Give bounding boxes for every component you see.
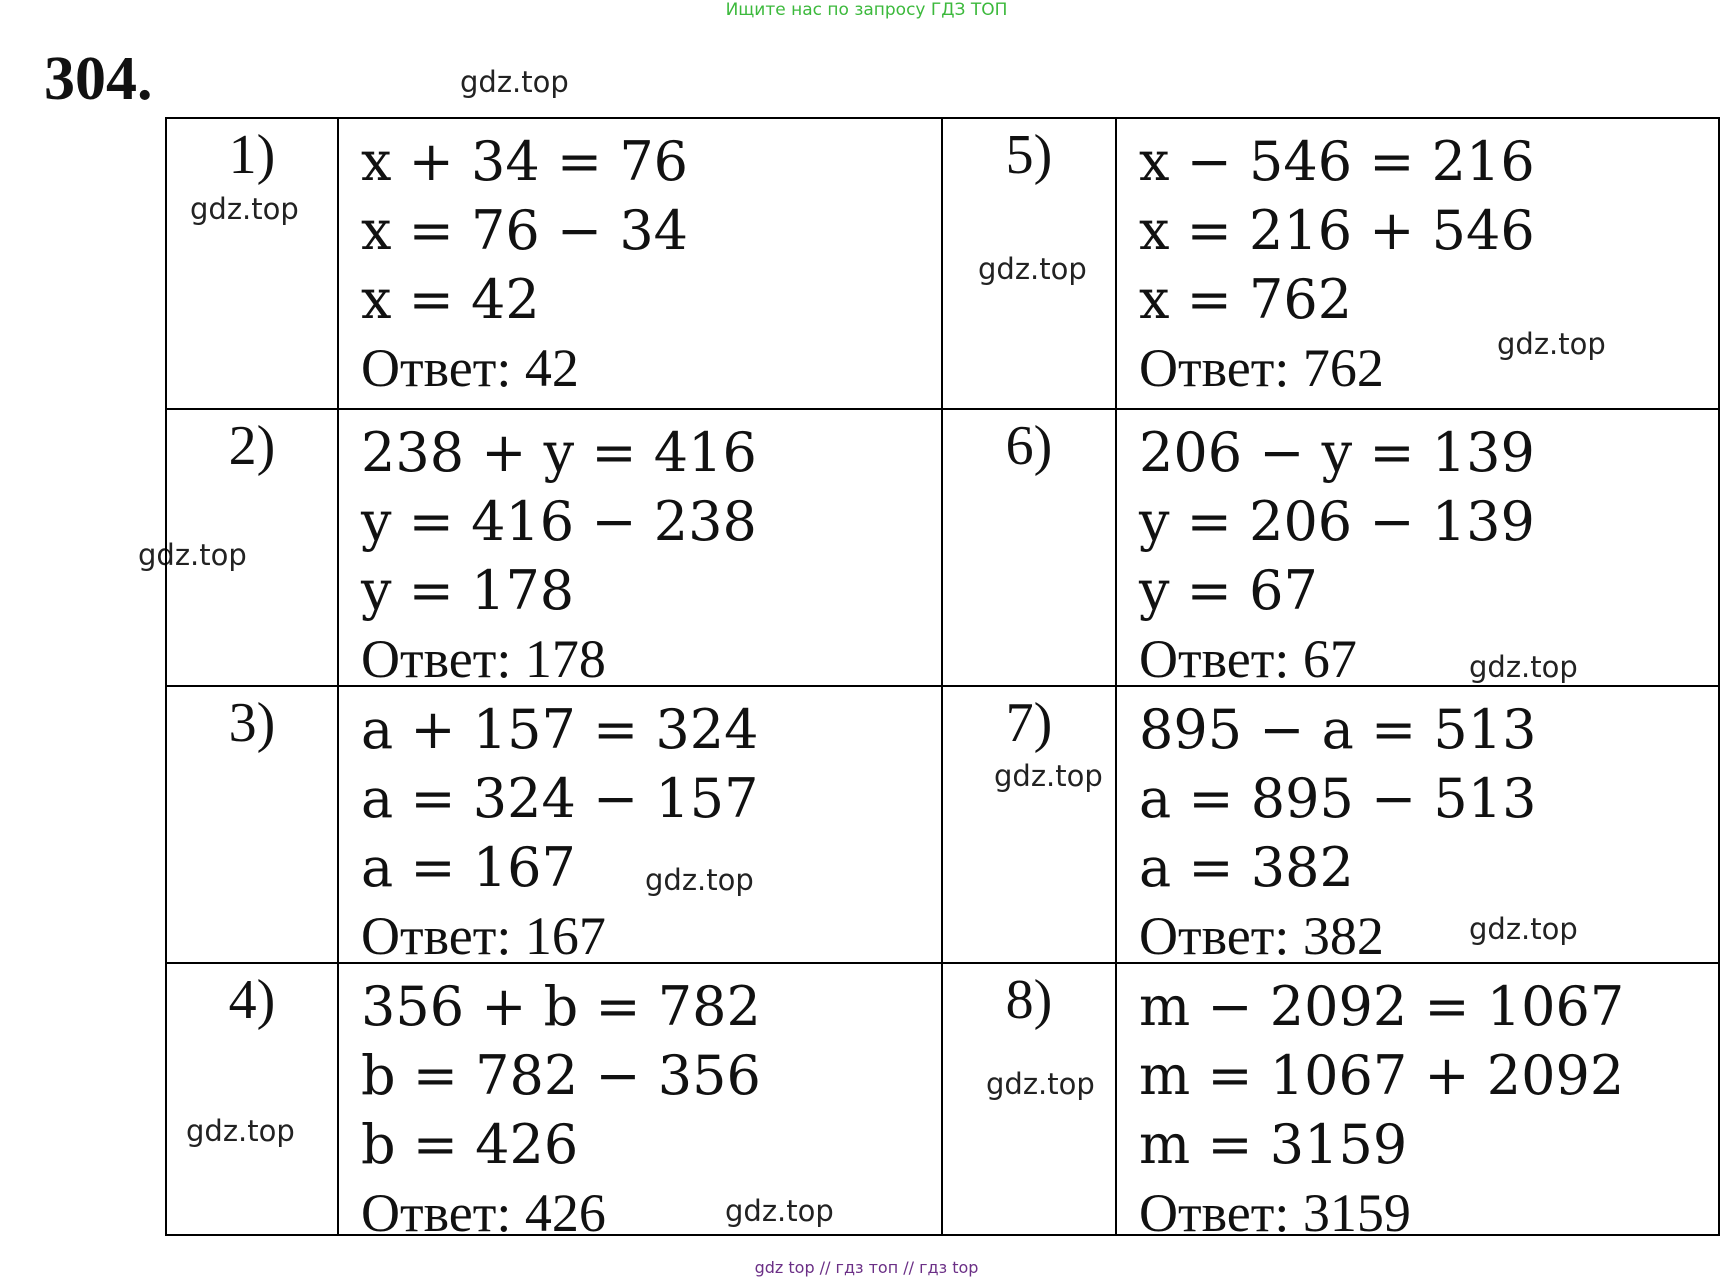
solution (361, 127, 688, 403)
problem-label: 6) (1005, 415, 1053, 477)
solution (1139, 695, 1537, 971)
answer-line: Ответ: 3159 (1139, 1183, 1411, 1243)
watermark: gdz.top (1469, 650, 1578, 684)
solution-cell (339, 964, 943, 1243)
problem-label-cell (943, 410, 1117, 687)
equation-line: y = 178 (361, 559, 575, 622)
equation-line: y = 206 − 139 (1139, 490, 1535, 553)
equation-line: x + 34 = 76 (361, 130, 689, 193)
solution (361, 418, 757, 694)
equation-line: b = 426 (361, 1113, 579, 1176)
watermark: gdz.top (138, 538, 247, 572)
solution-cell (339, 687, 943, 964)
equation-line: m = 1067 + 2092 (1139, 1044, 1625, 1107)
problem-number: 304. (44, 45, 153, 113)
watermark: gdz.top (978, 252, 1087, 286)
problem-label: 7) (1005, 692, 1053, 754)
answer-line: Ответ: 67 (1139, 629, 1357, 689)
watermark: gdz.top (994, 759, 1103, 793)
equation-line: 238 + y = 416 (361, 421, 757, 484)
answer-line: Ответ: 42 (361, 338, 579, 398)
problem-label: 1) (228, 124, 276, 186)
equation-line: x = 42 (361, 268, 540, 331)
problem-label-cell (167, 687, 339, 964)
solution-cell (1117, 687, 1718, 964)
problem-label: 8) (1005, 969, 1053, 1031)
watermark: gdz.top (986, 1067, 1095, 1101)
problem-label: 2) (228, 415, 276, 477)
solution-cell (339, 410, 943, 687)
equation-line: y = 67 (1139, 559, 1318, 622)
watermark: gdz.top (1497, 327, 1606, 361)
equation-line: b = 782 − 356 (361, 1044, 761, 1107)
equation-line: 356 + b = 782 (361, 975, 761, 1038)
equation-line: 206 − y = 139 (1139, 421, 1535, 484)
equation-line: x = 216 + 546 (1139, 199, 1535, 262)
equation-line: a = 167 (361, 836, 576, 899)
solution-cell (1117, 410, 1718, 687)
answer-line: Ответ: 178 (361, 629, 606, 689)
equation-line: a = 382 (1139, 836, 1354, 899)
problem-label-cell (167, 964, 339, 1234)
solution-cell (1117, 119, 1718, 410)
equation-line: x = 762 (1139, 268, 1353, 331)
watermark: gdz.top (725, 1194, 834, 1228)
solution (1139, 972, 1624, 1248)
answer-line: Ответ: 382 (1139, 906, 1384, 966)
equation-line: m − 2092 = 1067 (1139, 975, 1625, 1038)
equation-line: 895 − a = 513 (1139, 698, 1537, 761)
watermark: gdz.top (186, 1114, 295, 1148)
problem-label-cell (943, 687, 1117, 964)
answer-line: Ответ: 167 (361, 906, 606, 966)
answer-line: Ответ: 762 (1139, 338, 1384, 398)
problem-label-cell (167, 119, 339, 410)
solution-cell (339, 119, 943, 410)
equation-line: x = 76 − 34 (361, 199, 689, 262)
solution (1139, 418, 1535, 694)
footer-links[interactable]: gdz top // гдз топ // гдз top (754, 1258, 979, 1277)
problem-label-cell (167, 410, 339, 687)
problem-label-cell (943, 119, 1117, 410)
problem-label: 4) (228, 969, 276, 1031)
equation-line: a = 895 − 513 (1139, 767, 1537, 830)
watermark: gdz.top (460, 65, 569, 99)
problem-label: 5) (1005, 124, 1053, 186)
answer-line: Ответ: 426 (361, 1183, 606, 1243)
solution (361, 695, 759, 971)
solution-table (165, 117, 1720, 1243)
watermark: gdz.top (1469, 912, 1578, 946)
solution-cell (1117, 964, 1718, 1243)
problem-label: 3) (228, 692, 276, 754)
equation-line: y = 416 − 238 (361, 490, 757, 553)
watermark: gdz.top (190, 192, 299, 226)
solution (1139, 127, 1535, 403)
equation-line: x − 546 = 216 (1139, 130, 1535, 193)
solution (361, 972, 761, 1248)
problem-label-cell (943, 964, 1117, 1234)
equation-line: m = 3159 (1139, 1113, 1408, 1176)
watermark: gdz.top (645, 863, 754, 897)
top-banner: Ищите нас по запросу ГДЗ ТОП (725, 0, 1008, 20)
equation-line: a = 324 − 157 (361, 767, 759, 830)
equation-line: a + 157 = 324 (361, 698, 759, 761)
